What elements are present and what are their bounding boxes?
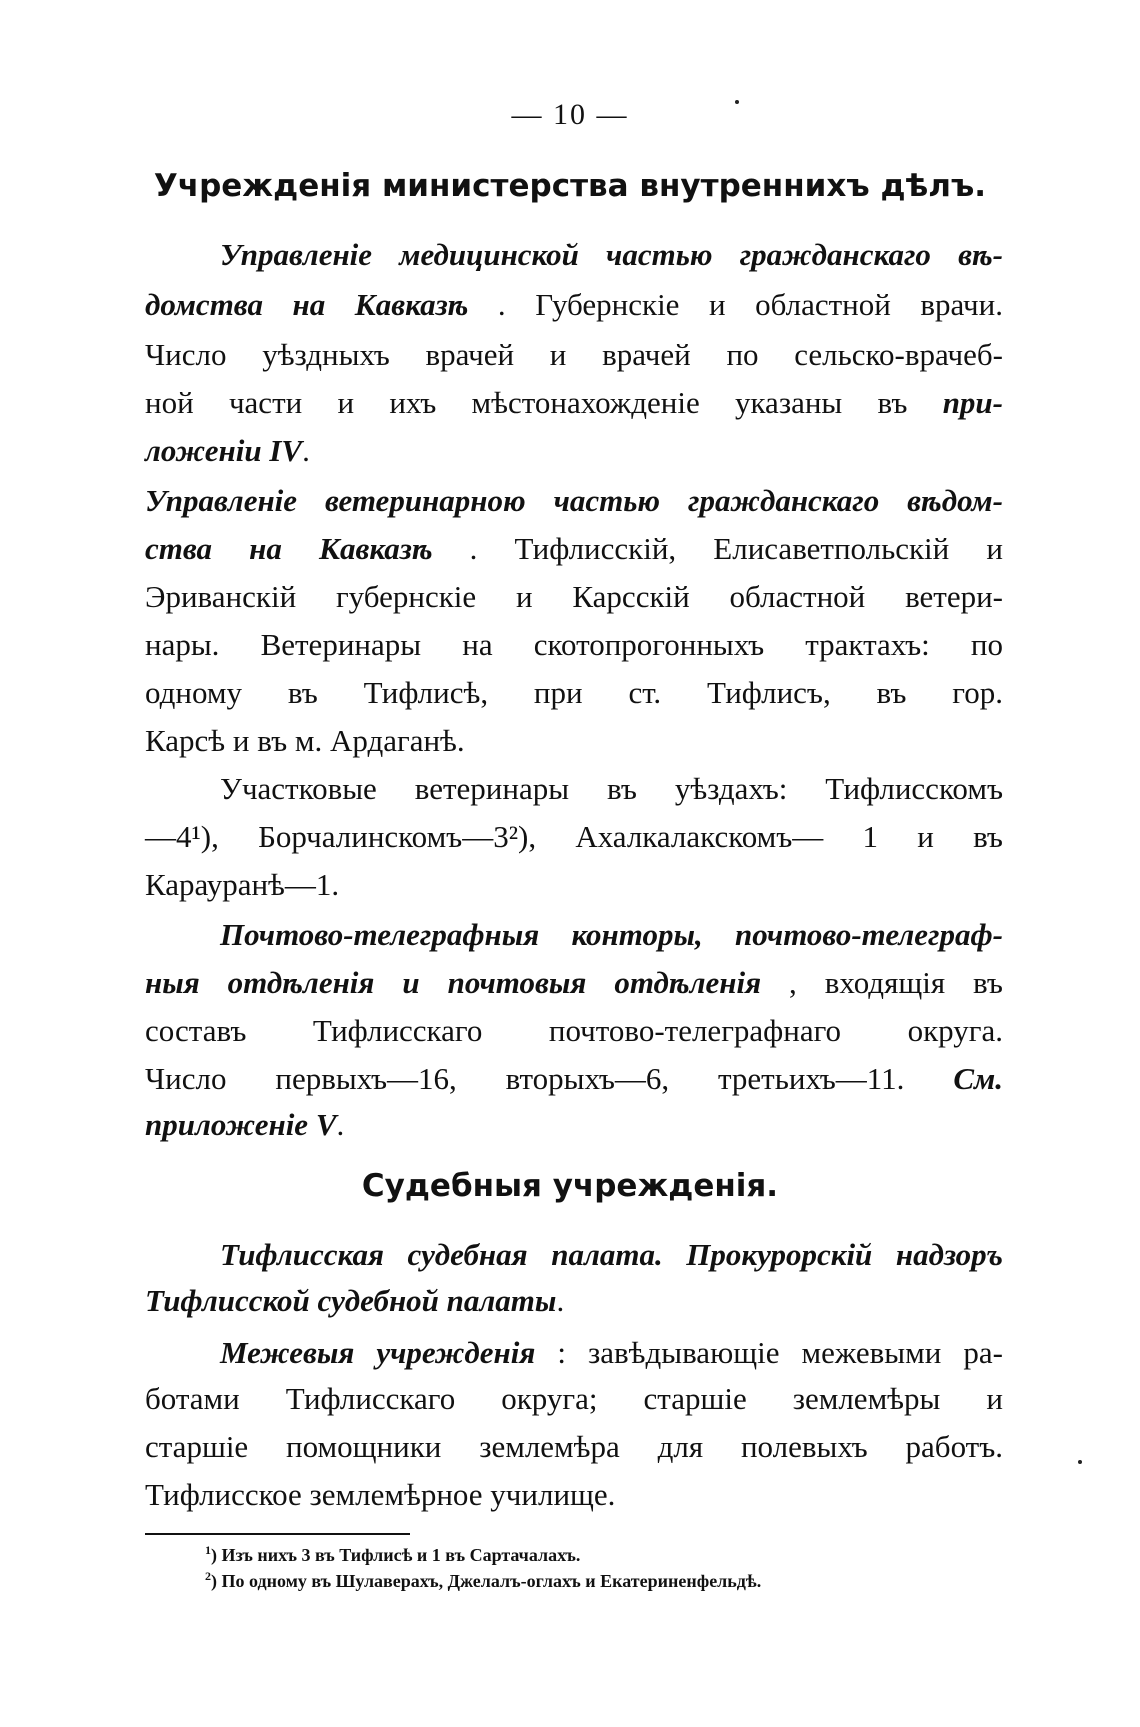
speck	[735, 100, 739, 104]
text-word: медицинской	[399, 237, 579, 272]
text-word: завѣдывающіе	[588, 1335, 780, 1370]
text-word: Межевыя	[220, 1335, 355, 1370]
text-word: ,	[789, 965, 797, 1000]
text-line	[145, 1380, 1003, 1418]
text-line	[145, 1428, 1003, 1466]
section-heading-judicial: Судебныя учрежденія.	[361, 1168, 779, 1204]
text-word: работъ.	[905, 1429, 1003, 1464]
text-word: Участковые	[220, 771, 377, 806]
text-run: Карсѣ и въ м. Ардаганѣ.	[145, 723, 465, 758]
text-word: землемѣра	[479, 1429, 620, 1464]
text-word: частью	[606, 237, 713, 272]
text-word: и	[709, 287, 726, 322]
text-word: по	[726, 337, 759, 372]
text-word: Тифлисскомъ	[825, 771, 1003, 806]
text-word: Тифлисскій,	[514, 531, 677, 566]
footnote-text: ) По одному въ Шулаверахъ, Джелалъ-оглахъ и Екатериненфельдѣ.	[211, 1571, 762, 1591]
text-word: и	[402, 965, 420, 1000]
text-line	[145, 964, 1003, 1002]
text-word: врачей	[425, 337, 515, 372]
text-word: въ	[876, 675, 907, 710]
text-word: и	[549, 337, 567, 372]
text-line	[145, 286, 1003, 324]
text-word: нары.	[145, 627, 220, 662]
page-number: — 10 —	[511, 98, 629, 131]
text-line	[145, 818, 1003, 856]
footnote	[205, 1569, 761, 1592]
text-word: при	[533, 675, 583, 710]
text-word: Тифлисъ,	[707, 675, 831, 710]
text-line	[145, 578, 1003, 616]
text-word: на	[249, 531, 282, 566]
text-word: —4¹),	[145, 819, 219, 854]
text-word: вѣдом-	[907, 483, 1003, 518]
text-run: Карауранѣ—1.	[145, 867, 340, 902]
text-line	[145, 1476, 1003, 1514]
text-line	[145, 1282, 1003, 1320]
text-word: отдѣленія	[614, 965, 762, 1000]
text-word: по	[970, 627, 1003, 662]
text-word: губернскіе	[335, 579, 477, 614]
text-word: Число	[145, 337, 227, 372]
text-run: .	[336, 1107, 345, 1142]
text-word: врачей	[602, 337, 691, 372]
text-word: ной	[145, 385, 194, 420]
text-word: округа.	[907, 1013, 1003, 1048]
text-word: на	[462, 627, 493, 662]
text-word: частью	[553, 483, 661, 518]
text-word: сельско-врачеб-	[794, 337, 1003, 372]
text-word: и	[986, 1381, 1003, 1416]
text-word: Управленіе	[220, 237, 373, 272]
text-word: ныя	[145, 965, 200, 1000]
text-word: въ	[973, 965, 1003, 1000]
text-word: Ветеринары	[260, 627, 422, 662]
text-word: См.	[953, 1061, 1003, 1096]
text-word: въ	[973, 819, 1003, 854]
text-word: Кавказѣ	[354, 287, 469, 322]
text-word: гражданскаго	[688, 483, 880, 518]
text-word: на	[292, 287, 326, 322]
text-word: округа;	[501, 1381, 598, 1416]
text-word: трактахъ:	[805, 627, 930, 662]
text-word: ст.	[628, 675, 662, 710]
text-word: надзоръ	[895, 1237, 1003, 1272]
text-word: уѣздахъ:	[674, 771, 788, 806]
footnote-text: ) Изъ нихъ 3 въ Тифлисѣ и 1 въ Сартачалахъ.	[211, 1545, 581, 1565]
text-word: конторы,	[571, 917, 703, 952]
text-line	[145, 674, 1003, 712]
text-word: ветери-	[905, 579, 1003, 614]
text-word: 1	[862, 819, 878, 854]
text-word: ботами	[145, 1381, 240, 1416]
text-word: почтово-телеграфнаго	[548, 1013, 842, 1048]
text-word: Губернскіе	[535, 287, 680, 322]
text-line	[145, 1106, 1003, 1144]
text-run: приложеніе V	[145, 1107, 337, 1142]
text-line	[220, 916, 1003, 954]
text-word: Прокурорскій	[686, 1237, 873, 1272]
text-word: входящія	[824, 965, 946, 1000]
text-word: областной	[755, 287, 891, 322]
text-word: врачи.	[920, 287, 1003, 322]
text-word: и	[516, 579, 533, 614]
text-line	[145, 1060, 1003, 1098]
text-word: Число	[145, 1061, 227, 1096]
footnote	[205, 1543, 580, 1566]
text-line	[220, 1334, 1003, 1372]
text-word: въ	[287, 675, 318, 710]
text-word: и	[986, 531, 1003, 566]
text-word: областной	[729, 579, 866, 614]
text-word: ства	[145, 531, 213, 566]
text-word: ихъ	[389, 385, 437, 420]
text-word: Тифлисскаго	[312, 1013, 483, 1048]
text-word: старшіе	[643, 1381, 747, 1416]
text-run: .	[302, 433, 310, 468]
text-word: землемѣры	[792, 1381, 941, 1416]
section-heading-interior-ministry: Учрежденія министерства внутреннихъ дѣлъ.	[153, 168, 987, 204]
text-run: Тифлисской судебной палаты	[145, 1283, 557, 1318]
text-word: въ	[877, 385, 908, 420]
text-word: почтовыя	[447, 965, 587, 1000]
text-line	[145, 336, 1003, 374]
text-line	[145, 384, 1003, 422]
text-word: одному	[145, 675, 242, 710]
text-word: гражданскаго	[739, 237, 931, 272]
text-word: Тифлисскаго	[285, 1381, 456, 1416]
text-word: помощники	[286, 1429, 442, 1464]
text-line	[145, 530, 1003, 568]
text-line	[145, 626, 1003, 664]
text-line	[145, 1012, 1003, 1050]
text-word: вѣ-	[958, 237, 1003, 272]
text-word: палата.	[551, 1237, 663, 1272]
text-line	[220, 770, 1003, 808]
text-word: Тифлисѣ,	[363, 675, 489, 710]
text-word: для	[657, 1429, 704, 1464]
text-word: Карсскій	[572, 579, 690, 614]
text-word: домства	[145, 287, 263, 322]
text-word: :	[557, 1335, 566, 1370]
text-word: ветеринары	[414, 771, 570, 806]
text-word: гор.	[952, 675, 1003, 710]
text-word: Кавказѣ	[318, 531, 433, 566]
text-word: скотопрогонныхъ	[533, 627, 765, 662]
speck	[1078, 1460, 1082, 1464]
text-word: части	[228, 385, 303, 420]
text-word: уѣздныхъ	[262, 337, 390, 372]
text-word: почтово-телеграф-	[734, 917, 1003, 952]
footnote-rule	[145, 1533, 410, 1535]
text-word: Почтово-телеграфныя	[220, 917, 540, 952]
text-line	[145, 722, 1003, 760]
text-word: учрежденія	[376, 1335, 536, 1370]
text-word: ра-	[963, 1335, 1003, 1370]
text-word: въ	[607, 771, 637, 806]
text-word: Ахалкалакскомъ—	[575, 819, 824, 854]
text-word: Елисаветпольскій	[713, 531, 950, 566]
text-word: первыхъ—16,	[275, 1061, 457, 1096]
text-word: Тифлисская	[220, 1237, 384, 1272]
text-line	[220, 1236, 1003, 1274]
text-word: .	[469, 531, 478, 566]
text-word: мѣстонахожденіе	[471, 385, 700, 420]
text-word: Эриванскій	[145, 579, 297, 614]
text-word: и	[337, 385, 355, 420]
text-word: ветеринарною	[325, 483, 526, 518]
footnote-mark: 2	[205, 1569, 211, 1583]
text-word: Борчалинскомъ—3²),	[258, 819, 537, 854]
text-word: межевыми	[801, 1335, 942, 1370]
text-word: указаны	[734, 385, 843, 420]
text-line	[145, 866, 1003, 904]
text-word: судебная	[407, 1237, 528, 1272]
text-run: .	[556, 1283, 565, 1318]
text-line	[220, 236, 1003, 274]
text-word: полевыхъ	[740, 1429, 868, 1464]
text-word: третьихъ—11.	[718, 1061, 905, 1096]
text-line	[145, 482, 1003, 520]
text-line	[145, 432, 1003, 470]
text-word: Управленіе	[145, 483, 298, 518]
text-word: вторыхъ—6,	[505, 1061, 670, 1096]
text-run: ложеніи IV	[145, 433, 303, 468]
text-word: при-	[942, 385, 1003, 420]
text-word: старшіе	[145, 1429, 249, 1464]
text-word: составъ	[145, 1013, 247, 1048]
text-word: отдѣленія	[227, 965, 375, 1000]
footnote-mark: 1	[205, 1543, 211, 1557]
text-run: Тифлисское землемѣрное училище.	[145, 1477, 616, 1512]
text-word: и	[917, 819, 934, 854]
text-word: .	[497, 287, 506, 322]
